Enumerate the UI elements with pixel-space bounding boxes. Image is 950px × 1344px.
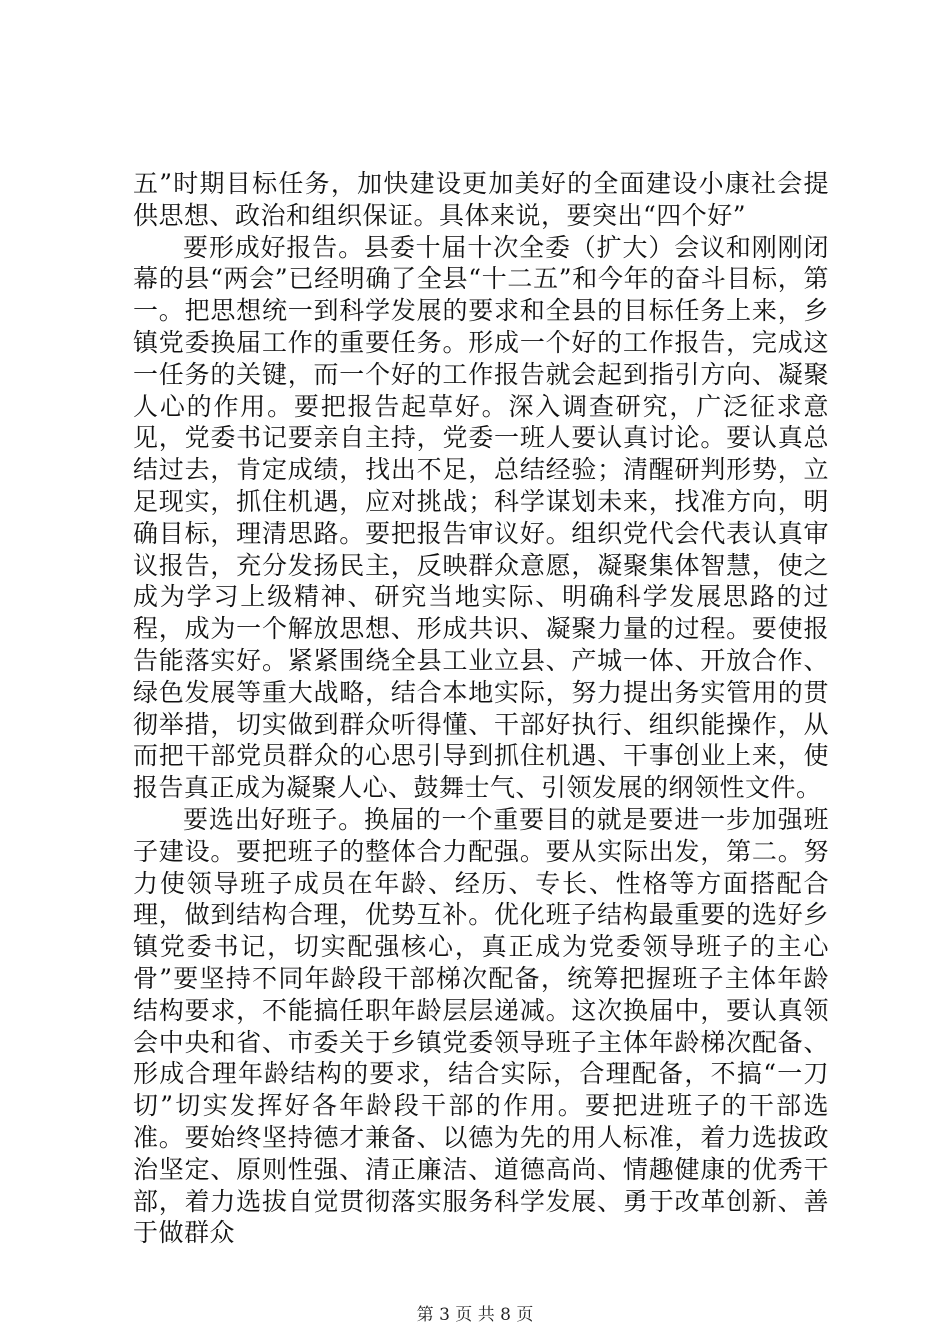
paragraph-leadership-team: 要选出好班子。换届的一个重要目的就是要进一步加强班子建设。要把班子的整体合力配强。要从实际出发，第二。努力使领导班子成员在年龄、经历、专长、性格等方面搭配合理，做到结构合理，优势互补。优化班子结构最重要的选好乡镇党委书记，切实配强核心，真正成为党委领导班子的主心骨”要坚持不同年龄段干部梯次配备，统筹把握班子主体年龄结构要求，不能搞任职年龄层层递减。这次换届中，要认真领会中央和省、市委关于乡镇党委领导班子主体年龄梯次配备、形成合理年龄结构的要求，结合实际，合理配备，不搞“一刀切”切实发挥好各年龄段干部的作用。要把进班子的干部选准。要始终坚持德才兼备、以德为先的用人标准，着力选拔政治坚定、原则性强、清正廉洁、道德高尚、情趣健康的优秀干部，着力选拔自觉贯彻落实服务科学发展、勇于改革创新、善于做群众 — [133, 804, 829, 1248]
paragraph-continuation: 五”时期目标任务，加快建设更加美好的全面建设小康社会提供思想、政治和组织保证。具体来说，要突出“四个好” — [133, 169, 829, 230]
paragraph-report: 要形成好报告。县委十届十次全委（扩大）会议和刚刚闭幕的县“两会”已经明确了全县“十二五”和今年的奋斗目标，第一。把思想统一到科学发展的要求和全县的目标任务上来，乡镇党委换届工作的重要任务。形成一个好的工作报告，完成这一任务的关键，而一个好的工作报告就会起到指引方向、凝聚人心的作用。要把报告起草好。深入调查研究，广泛征求意见，党委书记要亲自主持，党委一班人要认真讨论。要认真总结过去，肯定成绩，找出不足，总结经验；清醒研判形势，立足现实，抓住机遇，应对挑战；科学谋划未来，找准方向，明确目标，理清思路。要把报告审议好。组织党代会代表认真审议报告，充分发扬民主，反映群众意愿，凝聚集体智慧，使之成为学习上级精神、研究当地实际、明确科学发展思路的过程，成为一个解放思想、形成共识、凝聚力量的过程。要使报告能落实好。紧紧围绕全县工业立县、产城一体、开放合作、绿色发展等重大战略，结合本地实际，努力提出务实管用的贯彻举措，切实做到群众听得懂、干部好执行、组织能操作，从而把干部党员群众的心思引导到抓住机遇、干事创业上来，使报告真正成为凝聚人心、鼓舞士气、引领发展的纲领性文件。 — [133, 232, 829, 803]
page-number-footer: 第 3 页 共 8 页 — [416, 1305, 534, 1325]
document-body — [133, 168, 829, 1249]
